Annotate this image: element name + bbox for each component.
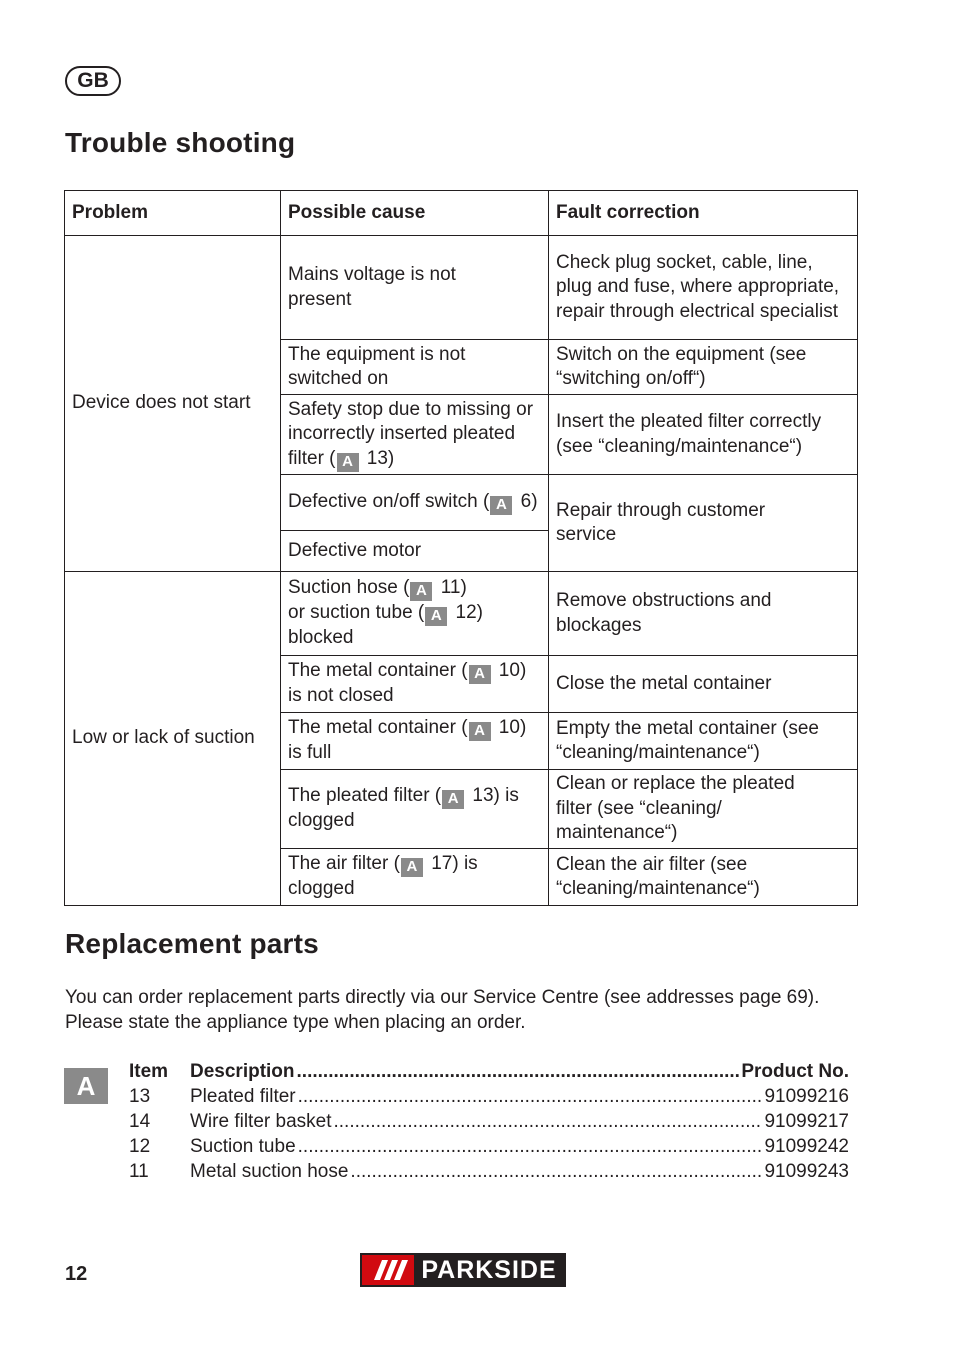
figure-a-icon: A xyxy=(64,1068,108,1104)
cause-cell: The air filter ( A 17) is clogged xyxy=(281,849,549,906)
replacement-parts-title: Replacement parts xyxy=(65,928,319,959)
leader-dots xyxy=(298,1134,763,1159)
correction-cell: Clean or replace the pleated filter (see “cleaning/ maintenance“) xyxy=(549,770,858,849)
column-header-problem: Problem xyxy=(65,191,281,236)
logo-text: PARKSIDE xyxy=(414,1255,564,1285)
correction-cell: Clean the air filter (see “cleaning/maintenance“) xyxy=(549,849,858,906)
header-product-no: Product No. xyxy=(741,1061,849,1082)
part-description: Metal suction hose xyxy=(190,1161,349,1182)
figure-a-icon: A xyxy=(337,453,359,472)
correction-cell: Empty the metal container (see “cleaning/maintenance“) xyxy=(549,713,858,770)
correction-cell: Repair through customer service xyxy=(549,475,858,572)
part-product-no: 91099243 xyxy=(764,1161,849,1182)
table-row xyxy=(65,236,858,340)
header-item: Item xyxy=(129,1061,169,1082)
cause-cell: The metal container ( A 10) is full xyxy=(281,713,549,770)
cause-cell: Mains voltage is not present xyxy=(281,236,549,340)
logo-stripes-icon xyxy=(362,1255,414,1285)
part-item: 14 xyxy=(129,1111,151,1132)
leader-dots xyxy=(333,1109,762,1134)
correction-cell: Check plug socket, cable, line, plug and fuse, where appropriate, repair through electrical specialist xyxy=(549,236,858,340)
cause-cell: Defective motor xyxy=(281,531,549,572)
leader-dots xyxy=(297,1059,740,1084)
replacement-parts-intro: You can order replacement parts directly via our Service Centre (see addresses page 69). Please state the appliance type when placing an order. xyxy=(65,987,820,1033)
trouble-shooting-title: Trouble shooting xyxy=(65,127,296,158)
part-description: Suction tube xyxy=(190,1136,296,1157)
trouble-shooting-table xyxy=(64,190,858,906)
problem-cell: Low or lack of suction xyxy=(65,572,281,906)
list-item xyxy=(129,1134,849,1159)
figure-a-icon: A xyxy=(469,665,491,684)
table-row xyxy=(65,572,858,656)
leader-dots xyxy=(298,1084,763,1109)
part-description: Wire filter basket xyxy=(190,1111,332,1132)
figure-a-icon: A xyxy=(410,582,432,601)
list-item xyxy=(129,1159,849,1184)
language-badge: GB xyxy=(65,66,121,96)
parts-list xyxy=(129,1059,849,1184)
parkside-logo xyxy=(360,1253,566,1287)
correction-cell: Switch on the equipment (see “switching on/off“) xyxy=(549,340,858,395)
cause-cell: Safety stop due to missing or incorrectly inserted pleated filter ( A 13) xyxy=(281,395,549,475)
leader-dots xyxy=(350,1159,762,1184)
part-product-no: 91099216 xyxy=(764,1086,849,1107)
part-item: 12 xyxy=(129,1136,151,1157)
cause-cell: The pleated filter ( A 13) is clogged xyxy=(281,770,549,849)
correction-cell: Insert the pleated filter correctly (see “cleaning/maintenance“) xyxy=(549,395,858,475)
figure-a-icon: A xyxy=(469,722,491,741)
column-header-cause: Possible cause xyxy=(281,191,549,236)
figure-a-icon: A xyxy=(442,790,464,809)
cause-cell: The equipment is not switched on xyxy=(281,340,549,395)
part-product-no: 91099242 xyxy=(764,1136,849,1157)
figure-a-icon: A xyxy=(425,607,447,626)
part-item: 11 xyxy=(129,1161,149,1182)
part-description: Pleated filter xyxy=(190,1086,296,1107)
header-description: Description xyxy=(190,1061,295,1082)
figure-a-icon: A xyxy=(490,496,512,515)
list-item xyxy=(129,1084,849,1109)
part-product-no: 91099217 xyxy=(764,1111,849,1132)
table-header-row xyxy=(65,191,858,236)
cause-cell: The metal container ( A 10) is not closed xyxy=(281,656,549,713)
page-number: 12 xyxy=(65,1263,88,1285)
list-item xyxy=(129,1109,849,1134)
figure-a-icon: A xyxy=(401,858,423,877)
problem-cell: Device does not start xyxy=(65,236,281,572)
correction-cell: Remove obstructions and blockages xyxy=(549,572,858,656)
part-item: 13 xyxy=(129,1086,151,1107)
parts-list-header xyxy=(129,1059,849,1084)
cause-cell: Defective on/off switch ( A 6) xyxy=(281,475,549,531)
correction-cell: Close the metal container xyxy=(549,656,858,713)
column-header-correction: Fault correction xyxy=(549,191,858,236)
cause-cell: Suction hose ( A 11) or suction tube ( A 12) blocked xyxy=(281,572,549,656)
